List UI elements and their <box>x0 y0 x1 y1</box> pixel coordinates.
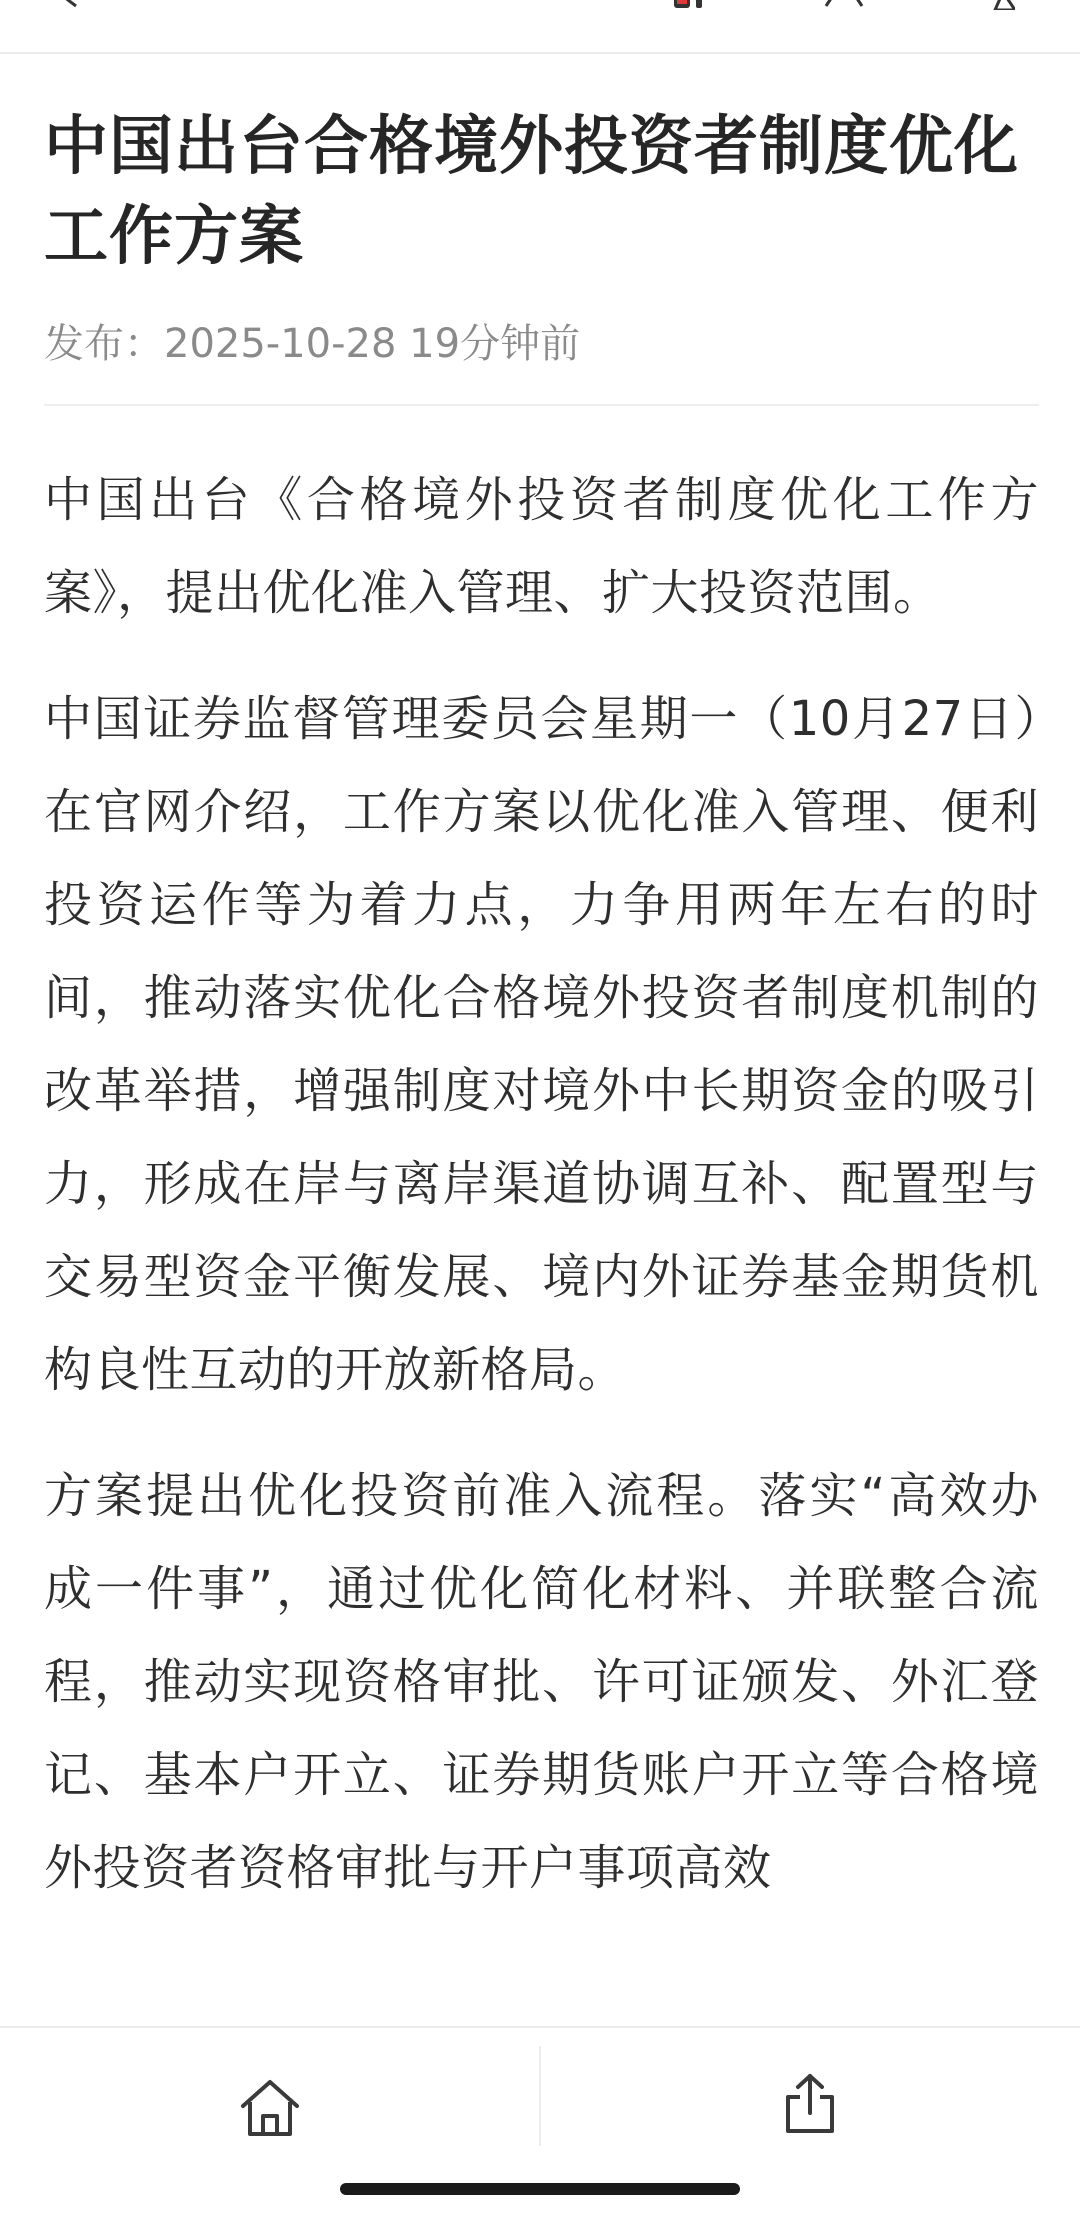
article-paragraph-1: 中国出台《合格境外投资者制度优化工作方案》，提出优化准入管理、扩大投资范围。 <box>44 472 1039 621</box>
article-title: 中国出台合格境外投资者制度优化工作方案 <box>44 110 1019 274</box>
article-paragraph-3: 方案提出优化投资前准入流程。落实“高效办成一件事”，通过优化简化材料、并联整合流程，推动实现资格审批、许可证颁发、外汇登记、基本户开立、证券期货账户开立等合格境外投资者资格审批与开户事项高效 <box>44 1468 1039 1896</box>
font-size-icon[interactable] <box>672 0 742 10</box>
article <box>44 52 1039 1915</box>
share-button[interactable] <box>770 2064 850 2144</box>
bottom-toolbar <box>0 2026 1080 2217</box>
top-bar <box>0 0 1080 54</box>
home-button[interactable] <box>230 2068 310 2148</box>
publish-meta: 发布：2025-10-28 19分钟前 <box>44 321 581 367</box>
meta-divider <box>44 404 1039 406</box>
article-paragraph-2: 中国证券监督管理委员会星期一（10月27日）在官网介绍，工作方案以优化准入管理、便利投资运作等为着力点，力争用两年左右的时间，推动落实优化合格境外投资者制度机制的改革举措，增强制度对境外中长期资金的吸引力，形成在岸与离岸渠道协调互补、配置型与交易型资金平衡发展、境内外证券基金期货机构良性互动的开放新格局。 <box>44 691 1039 1398</box>
home-icon <box>239 2078 301 2138</box>
translate-icon[interactable] <box>820 0 880 10</box>
share-icon <box>784 2073 836 2135</box>
star-icon[interactable] <box>975 0 1015 10</box>
toolbar-separator <box>539 2046 541 2146</box>
back-icon[interactable] <box>58 0 80 8</box>
home-indicator[interactable] <box>340 2183 740 2195</box>
